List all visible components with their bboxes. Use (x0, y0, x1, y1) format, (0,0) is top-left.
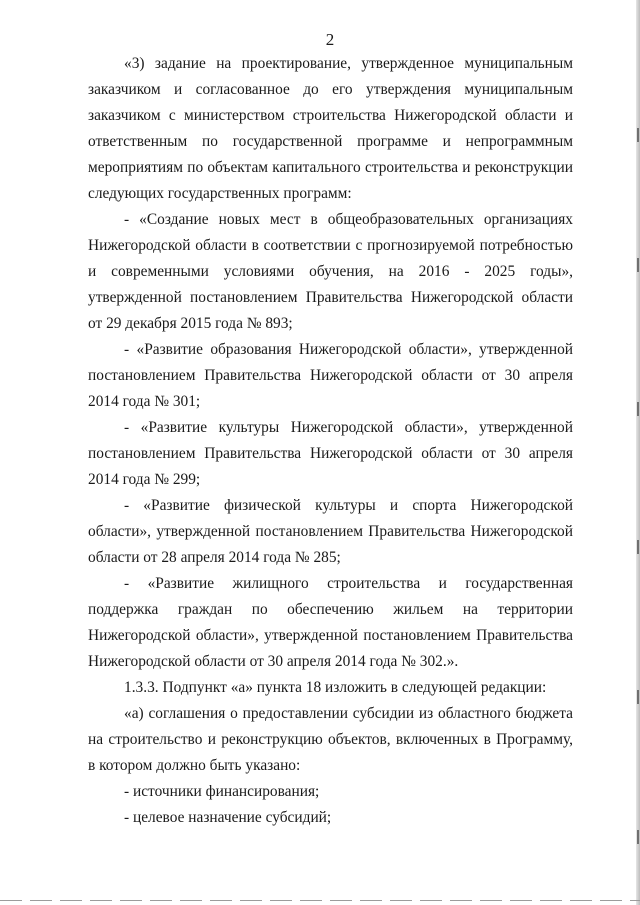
scan-edge-mark (637, 830, 639, 844)
scan-edge-mark (637, 690, 639, 704)
list-item-education-development: - «Развитие образования Нижегородской области», утвержденной постановлением Правительства Нижегородской области от 30 апреля 2014 года № 301; (88, 341, 573, 410)
list-item-sport-development: - «Развитие физической культуры и спорта Нижегородской области», утвержденной постановлением Правительства Нижегородской области от 28 апреля 2014 года № 285; (88, 497, 573, 566)
scan-bottom-line (0, 900, 640, 901)
list-item-funding-sources: - источники финансирования; (124, 783, 320, 800)
scan-edge-mark (637, 258, 639, 272)
page-number: 2 (325, 30, 335, 49)
paragraph-subsidy-agreement: «а) соглашения о предоставлении субсидии из областного бюджета на строительство и реконструкцию объектов, включенных в Программу, в котором должно быть указано: (88, 705, 573, 774)
list-item-housing-development: - «Развитие жилищного строительства и государственная поддержка граждан по обеспечению жильем на территории Нижегородской области», утвержденной постановлением Правительства Нижегородской области от 30 апреля 2014 года № 302.». (88, 575, 573, 670)
list-item-new-school-places: - «Создание новых мест в общеобразовательных организациях Нижегородской области в соответствии с прогнозируемой потребностью и современными условиями обучения, на 2016 - 2025 годы», утвержденной постановлением Правительства Нижегородской области от 29 декабря 2015 года № 893; (88, 211, 573, 332)
document-body (88, 51, 573, 831)
paragraph-project-assignment: «3) задание на проектирование, утвержденное муниципальным заказчиком и согласованное до его утверждения муниципальным заказчиком с министерством строительства Нижегородской области и ответственным по государственной программе и непрограммным мероприятиям по объектам капитального строительства и реконструкции следующих государственных программ: (88, 55, 573, 202)
scan-edge-mark (637, 402, 639, 416)
paragraph-subclause-1-3-3: 1.3.3. Подпункт «а» пункта 18 изложить в следующей редакции: (124, 679, 547, 696)
scan-edge-mark (637, 128, 639, 142)
scan-edge-mark (637, 540, 639, 554)
list-item-culture-development: - «Развитие культуры Нижегородской области», утвержденной постановлением Правительства Нижегородской области от 30 апреля 2014 года № 299; (88, 419, 573, 488)
list-item-subsidy-purpose: - целевое назначение субсидий; (124, 809, 332, 826)
scan-edge-shadow (636, 0, 640, 905)
